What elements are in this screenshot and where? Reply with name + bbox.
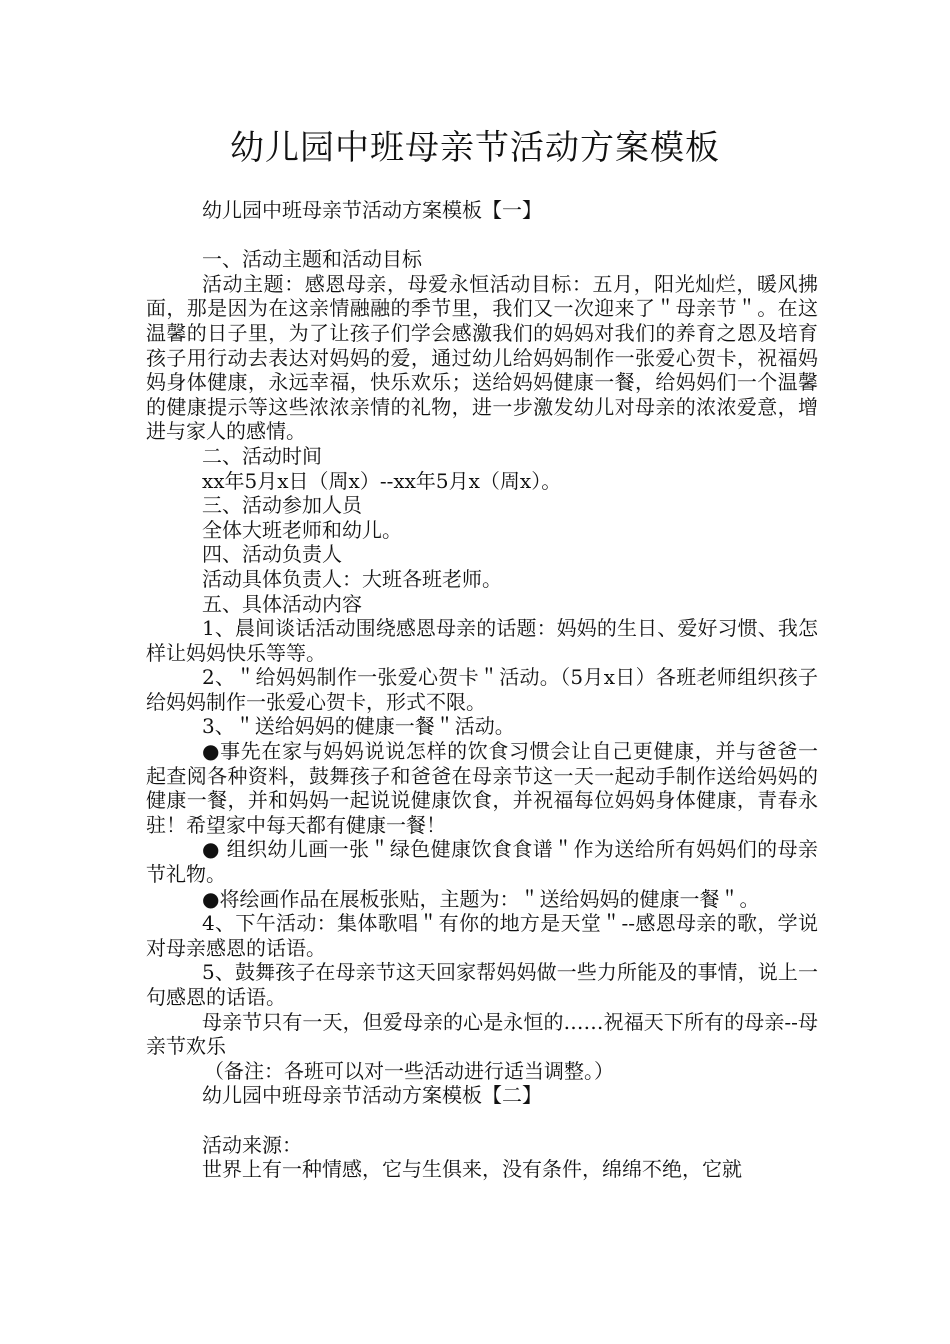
- document-body: [146, 198, 818, 1182]
- paragraph-item-2: 2、＂给妈妈制作一张爱心贺卡＂活动。（5月x日）各班老师组织孩子给妈妈制作一张爱心贺卡，形式不限。: [146, 665, 818, 714]
- paragraph-bullet-3: ●将绘画作品在展板张贴，主题为：＂送给妈妈的健康一餐＂。: [202, 886, 760, 911]
- document-title: 幼儿园中班母亲节活动方案模板: [230, 128, 720, 168]
- heading-person-in-charge: 四、活动负责人: [202, 542, 342, 567]
- section-heading-template-one: 幼儿园中班母亲节活动方案模板【一】: [202, 198, 542, 222]
- paragraph-participants: 全体大班老师和幼儿。: [202, 517, 402, 542]
- paragraph-activity-source: 世界上有一种情感，它与生俱来，没有条件，绵绵不绝，它就: [202, 1157, 742, 1182]
- section-heading-template-two: 幼儿园中班母亲节活动方案模板【二】: [202, 1083, 542, 1108]
- paragraph-item-4: 4、下午活动：集体歌唱＂有你的地方是天堂＂--感恩母亲的歌，学说对母亲感恩的话语。: [146, 911, 818, 960]
- paragraph-theme-goal: 活动主题：感恩母亲，母爱永恒活动目标：五月，阳光灿烂，暖风拂面，那是因为在这亲情融融的季节里，我们又一次迎来了＂母亲节＂。在这温馨的日子里，为了让孩子们学会感激我们的妈妈对我们的养育之恩及培育孩子用行动去表达对妈妈的爱，通过幼儿给妈妈制作一张爱心贺卡，祝福妈妈身体健康，永远幸福，快乐欢乐；送给妈妈健康一餐，给妈妈们一个温馨的健康提示等这些浓浓亲情的礼物，进一步激发幼儿对母亲的浓浓爱意，增进与家人的感情。: [146, 271, 818, 444]
- heading-participants: 三、活动参加人员: [202, 493, 362, 518]
- paragraph-item-5: 5、鼓舞孩子在母亲节这天回家帮妈妈做一些力所能及的事情，说上一句感恩的话语。: [146, 960, 818, 1009]
- paragraph-person-in-charge: 活动具体负责人：大班各班老师。: [202, 566, 502, 591]
- heading-activity-time: 二、活动时间: [202, 443, 322, 468]
- paragraph-note: （备注：各班可以对一些活动进行适当调整。）: [204, 1058, 614, 1083]
- paragraph-activity-time: xx年5月x日（周x）--xx年5月x（周x）。: [202, 468, 562, 493]
- paragraph-bullet-2: ● 组织幼儿画一张＂绿色健康饮食食谱＂作为送给所有妈妈们的母亲节礼物。: [146, 837, 818, 887]
- paragraph-item-1: 1、晨间谈话活动围绕感恩母亲的话题：妈妈的生日、爱好习惯、我怎样让妈妈快乐等等。: [146, 616, 818, 665]
- heading-activity-content: 五、具体活动内容: [202, 591, 362, 616]
- paragraph-closing: 母亲节只有一天，但爱母亲的心是永恒的……祝福天下所有的母亲--母亲节欢乐: [146, 1009, 818, 1059]
- paragraph-bullet-1: ●事先在家与妈妈说说怎样的饮食习惯会让自己更健康，并与爸爸一起查阅各种资料，鼓舞孩子和爸爸在母亲节这一天一起动手制作送给妈妈的健康一餐，并和妈妈一起说说健康饮食，并祝福每位妈妈身体健康，青春永驻！希望家中每天都有健康一餐！: [146, 739, 818, 837]
- heading-activity-source: 活动来源：: [202, 1132, 302, 1157]
- paragraph-item-3: 3、＂送给妈妈的健康一餐＂活动。: [202, 714, 515, 739]
- heading-theme-and-goal: 一、活动主题和活动目标: [202, 247, 422, 272]
